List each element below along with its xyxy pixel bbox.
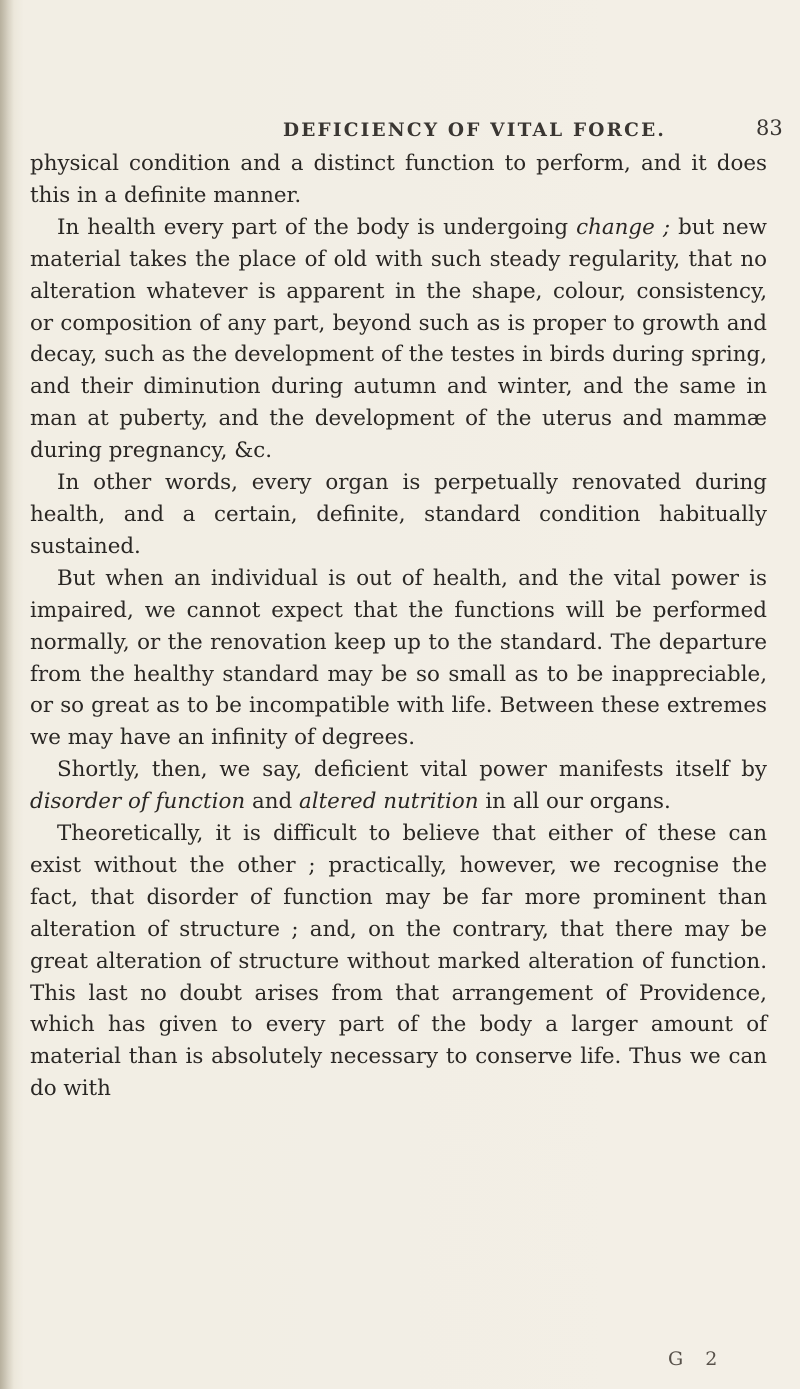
signature-mark: G 2	[668, 1348, 726, 1370]
paragraph-2	[30, 212, 767, 467]
paragraph-5-emphasis-1: disorder of function	[30, 789, 246, 815]
paragraph-5-text-a: Shortly, then, we say, deficient vital power manifests itself by	[57, 757, 767, 783]
body-text	[30, 148, 767, 1105]
binding-shadow	[0, 0, 14, 1389]
paragraph-5-emphasis-2: altered nutrition	[298, 789, 479, 815]
paragraph-6: Theoretically, it is difficult to believe that either of these can exist without the other ; practically, however, we recognise the fact, that disorder of function may be far more prominent than alteration of structure ; and, on the contrary, that there may be great alteration of structure without marked alteration of function. This last no doubt arises from that arrangement of Providence, which has given to every part of the body a larger amount of material than is absolutely necessary to conserve life. Thus we can do with	[30, 821, 767, 1102]
page-number: 83	[756, 116, 783, 140]
paragraph-2-text-b: but new material takes the place of old with such steady regularity, that no alteration whatever is apparent in the shape, colour, consistency, or composition of any part, beyond such as is proper to growth and decay, such as the development of the testes in birds during spring, and their diminution during autumn and winter, and the same in man at puberty, and the development of the uterus and mammæ during pregnancy, &c.	[30, 214, 767, 464]
running-head: DEFICIENCY OF VITAL FORCE.	[283, 120, 667, 141]
paragraph-3: In other words, every organ is perpetually renovated during health, and a certain, definite, standard condition habitually sustained.	[30, 470, 767, 559]
paragraph-5-text-b: and	[245, 789, 299, 815]
paragraph-1: physical condition and a distinct function to perform, and it does this in a definite manner.	[30, 151, 767, 208]
paragraph-5	[30, 754, 767, 818]
paragraph-2-emphasis: change ;	[576, 214, 671, 240]
paragraph-4: But when an individual is out of health, and the vital power is impaired, we cannot expect that the functions will be performed normally, or the renovation keep up to the standard. The departure from the healthy standard may be so small as to be inappreciable, or so great as to be incompatible with life. Between these extremes we may have an infinity of degrees.	[30, 565, 767, 751]
paragraph-2-text-a: In health every part of the body is undergoing	[57, 214, 577, 240]
paragraph-5-text-c: in all our organs.	[478, 789, 671, 815]
